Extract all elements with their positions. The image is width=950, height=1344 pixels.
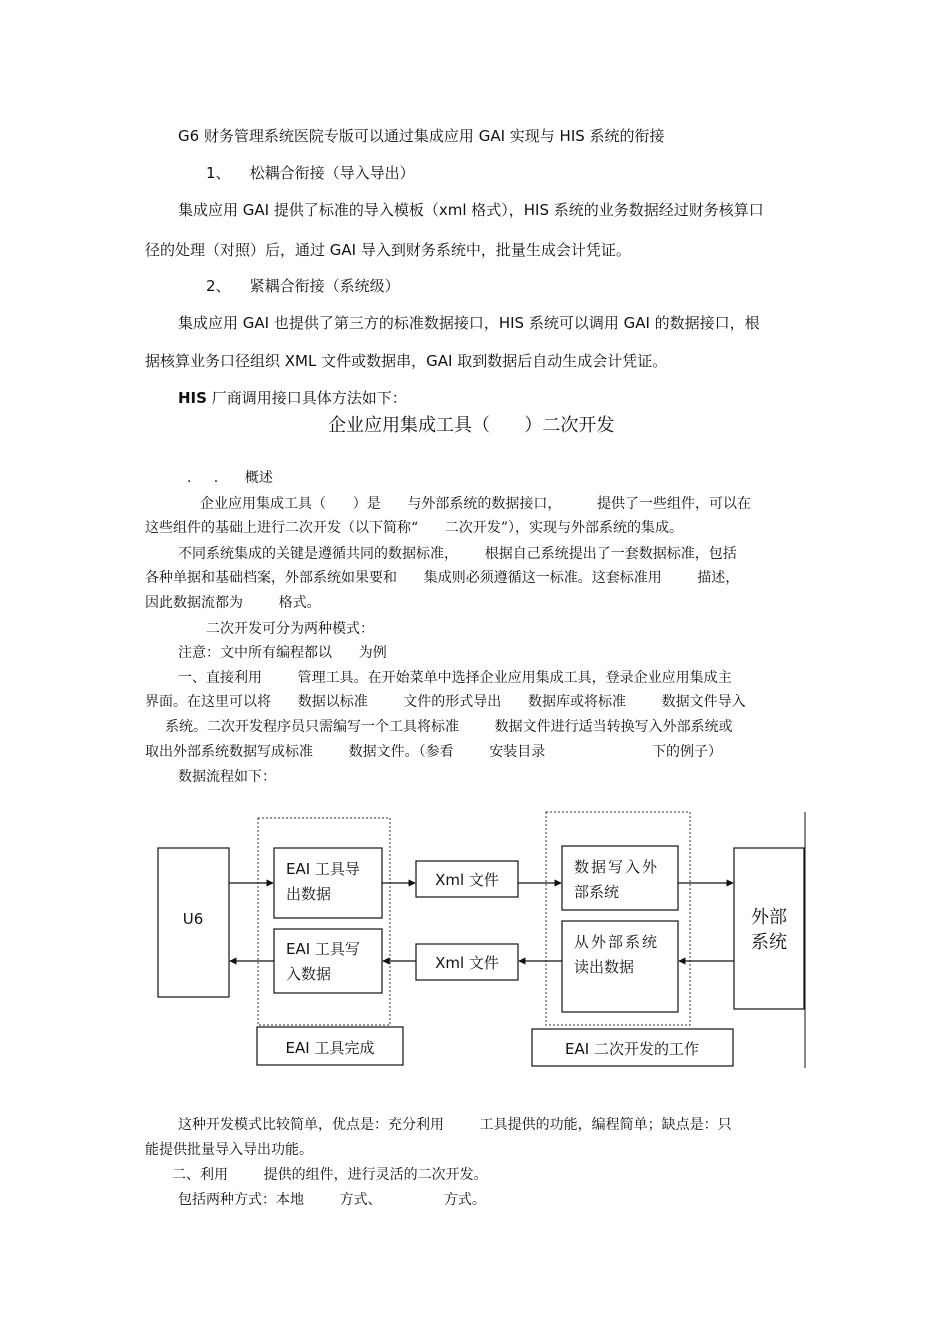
- read-label-line1: 从外部系统: [574, 933, 660, 951]
- paragraph-line: 不同系统集成的关键是遵循共同的数据标准， 根据自己系统提出了一套数据标准，包括: [178, 546, 737, 562]
- overview-heading: . . 概述: [187, 470, 273, 486]
- paragraph-line: 包括两种方式：本地 方式、 方式。: [178, 1192, 486, 1208]
- read-label-line2: 读出数据: [574, 958, 635, 976]
- paragraph-line: 系统。二次开发程序员只需编写一个工具将标准 数据文件进行适当转换写入外部系统或: [165, 719, 733, 735]
- export-box: [274, 848, 382, 918]
- paragraph-line: 集成应用 GAI 提供了标准的导入模板（xml 格式），HIS 系统的业务数据经过财务核算口: [178, 201, 764, 219]
- paragraph-line: 这些组件的基础上进行二次开发（以下简称“ 二次开发”），实现与外部系统的集成。: [145, 520, 684, 536]
- import-label-line2: 入数据: [286, 965, 332, 983]
- write-label-line2: 部系统: [574, 883, 620, 901]
- heading-loose-coupling: 1、 松耦合衔接（导入导出）: [206, 164, 415, 182]
- section-title: 企业应用集成工具（ ）二次开发: [328, 415, 615, 436]
- note-line: 注意：文中所有编程都以 为例: [178, 645, 387, 661]
- write-label-line1: 数据写入外: [574, 858, 660, 876]
- external-system-box: [734, 848, 804, 1009]
- external-system-label-line1: 外部: [751, 907, 787, 928]
- heading-tight-coupling: 2、 紧耦合衔接（系统级）: [206, 277, 400, 295]
- paragraph-line: 二、利用 提供的组件，进行灵活的二次开发。: [172, 1167, 488, 1183]
- export-label-line1: EAI 工具导: [286, 860, 360, 878]
- paragraph-line: 二次开发可分为两种模式：: [206, 621, 374, 637]
- paragraph-line: 据核算业务口径组织 XML 文件或数据串，GAI 取到数据后自动生成会计凭证。: [145, 352, 668, 370]
- eai-dev-label: EAI 二次开发的工作: [565, 1040, 699, 1058]
- paragraph-line: 取出外部系统数据写成标准 数据文件。（参看 安装目录 下的例子）: [145, 744, 723, 760]
- xml-file-label-bottom: Xml 文件: [435, 954, 499, 972]
- eai-done-label: EAI 工具完成: [285, 1039, 375, 1057]
- u6-label: U6: [182, 910, 204, 928]
- paragraph-line: 各种单据和基础档案，外部系统如果要和 集成则必须遵循这一标准。这套标准用 描述，: [145, 570, 740, 586]
- import-label-line1: EAI 工具写: [286, 940, 360, 958]
- paragraph-line: 一、直接利用 管理工具。在开始菜单中选择企业应用集成工具，登录企业应用集成主: [178, 670, 732, 686]
- paragraph-line: 这种开发模式比较简单，优点是：充分利用 工具提供的功能，编程简单；缺点是：只: [178, 1117, 732, 1133]
- paragraph-line: 集成应用 GAI 也提供了第三方的标准数据接口，HIS 系统可以调用 GAI 的数据接口，根: [178, 314, 760, 332]
- flow-intro: 数据流程如下：: [178, 769, 276, 785]
- intro-line: G6 财务管理系统医院专版可以通过集成应用 GAI 实现与 HIS 系统的衔接: [178, 127, 665, 145]
- import-box: [274, 929, 382, 993]
- paragraph-line: 能提供批量导入导出功能。: [145, 1142, 313, 1158]
- paragraph-line: 因此数据流都为 格式。: [145, 595, 321, 611]
- external-system-label-line2: 系统: [751, 932, 787, 953]
- paragraph-line: 径的处理（对照）后，通过 GAI 导入到财务系统中，批量生成会计凭证。: [145, 241, 631, 259]
- paragraph-line: 企业应用集成工具（ ）是 与外部系统的数据接口， 提供了一些组件，可以在: [200, 496, 752, 512]
- export-label-line2: 出数据: [286, 885, 332, 903]
- paragraph-line: 界面。在这里可以将 数据以标准 文件的形式导出 数据库或将标准 数据文件导入: [145, 694, 746, 710]
- xml-file-label-top: Xml 文件: [435, 871, 499, 889]
- his-label: HIS: [178, 389, 207, 407]
- his-method-text: 厂商调用接口具体方法如下：: [206, 389, 407, 407]
